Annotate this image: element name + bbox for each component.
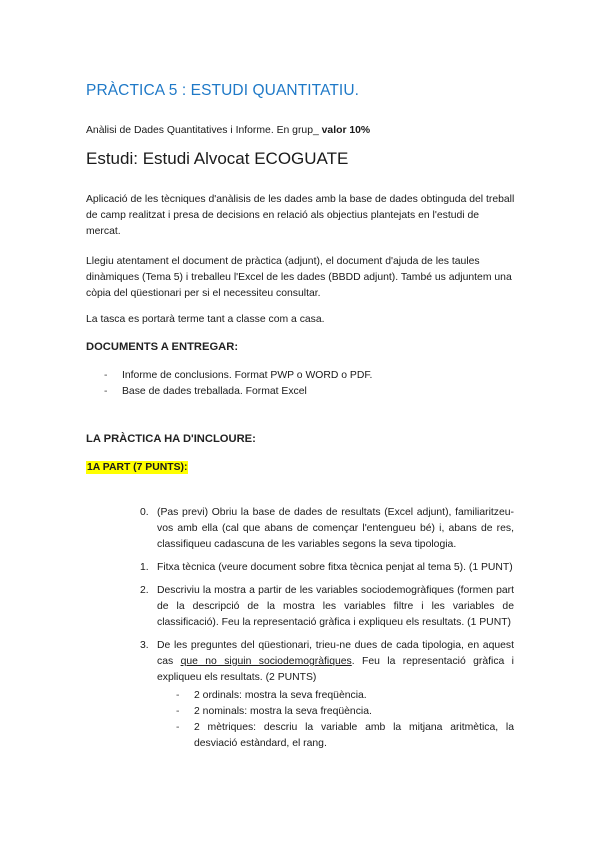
step-item (140, 583, 514, 631)
step-text: Descriviu la mostra a partir de les variables sociodemogràfiques (formen part de la descripció de la mostra les variables filtre i les variables de classificació). Feu la representació gràfica i expliqueu els resultats. (1 PUNT) (157, 585, 514, 628)
list-item: - Base de dades treballada. Format Excel (104, 384, 372, 400)
subtitle-text: Anàlisi de Dades Quantitatives i Informe. En grup_ (86, 125, 319, 136)
list-item: - 2 nominals: mostra la seva freqüència. (176, 704, 514, 720)
study-title: Estudi: Estudi Alvocat ECOGUATE (86, 149, 349, 168)
part-label-highlight: 1A PART (7 PUNTS): (87, 462, 188, 473)
list-item: - Informe de conclusions. Format PWP o WORD o PDF. (104, 368, 372, 384)
step-text-underlined: que no siguin sociodemogràfiques (180, 656, 352, 667)
step-number: 1. (140, 562, 149, 573)
include-heading: LA PRÀCTICA HA D'INCLOURE: (86, 433, 256, 445)
step-number: 2. (140, 585, 149, 596)
task-location-paragraph: La tasca es portarà terme tant a classe com a casa. (86, 314, 325, 325)
step-text-after: . Feu la representació gràfica i expliqueu els resultats. (2 PUNTS) (157, 656, 514, 683)
step-item (140, 505, 514, 553)
intro-paragraph: Aplicació de les tècniques d'anàlisis de les dades amb la base de dades obtinguda del treball de camp realitzat i presa de decisions en relació als objectius plantejats en l'estudi de mercat. (86, 194, 515, 237)
step-number: 0. (140, 507, 149, 518)
documents-list (104, 368, 372, 400)
step-text (157, 640, 514, 683)
list-item: - 2 mètriques: descriu la variable amb la mitjana aritmètica, la desviació estàndard, el rang. (176, 720, 514, 752)
step-item (140, 560, 514, 576)
documents-heading: DOCUMENTS A ENTREGAR: (86, 341, 239, 353)
list-item: - 2 ordinals: mostra la seva freqüència. (176, 688, 514, 704)
page-title: PRÀCTICA 5 : ESTUDI QUANTITATIU. (86, 82, 360, 99)
step-text: Fitxa tècnica (veure document sobre fitxa tècnica penjat al tema 5). (1 PUNT) (157, 562, 513, 573)
variable-types-list (157, 688, 514, 752)
step-item (140, 638, 514, 752)
step-text: (Pas previ) Obriu la base de dades de resultats (Excel adjunt), familiaritzeu-vos amb ella (cal que abans de començar l'entengueu bé) i, abans de res, classifiqueu cadascuna de les variables segons la seva tipologia. (157, 507, 514, 550)
steps-list (140, 505, 514, 759)
step-number: 3. (140, 640, 149, 651)
instructions-paragraph: Llegiu atentament el document de pràctica (adjunt), el document d'ajuda de les taules dinàmiques (Tema 5) i treballeu l'Excel de les dades (BBDD adjunt). També us adjuntem una còpia del qüestionari per si el necessiteu consultar. (86, 256, 512, 299)
step-text-before: De les preguntes del qüestionari, trieu-ne dues de cada tipologia, en aquest cas (157, 640, 514, 667)
subtitle-value: valor 10% (321, 125, 371, 136)
assignment-subtitle (86, 125, 370, 136)
